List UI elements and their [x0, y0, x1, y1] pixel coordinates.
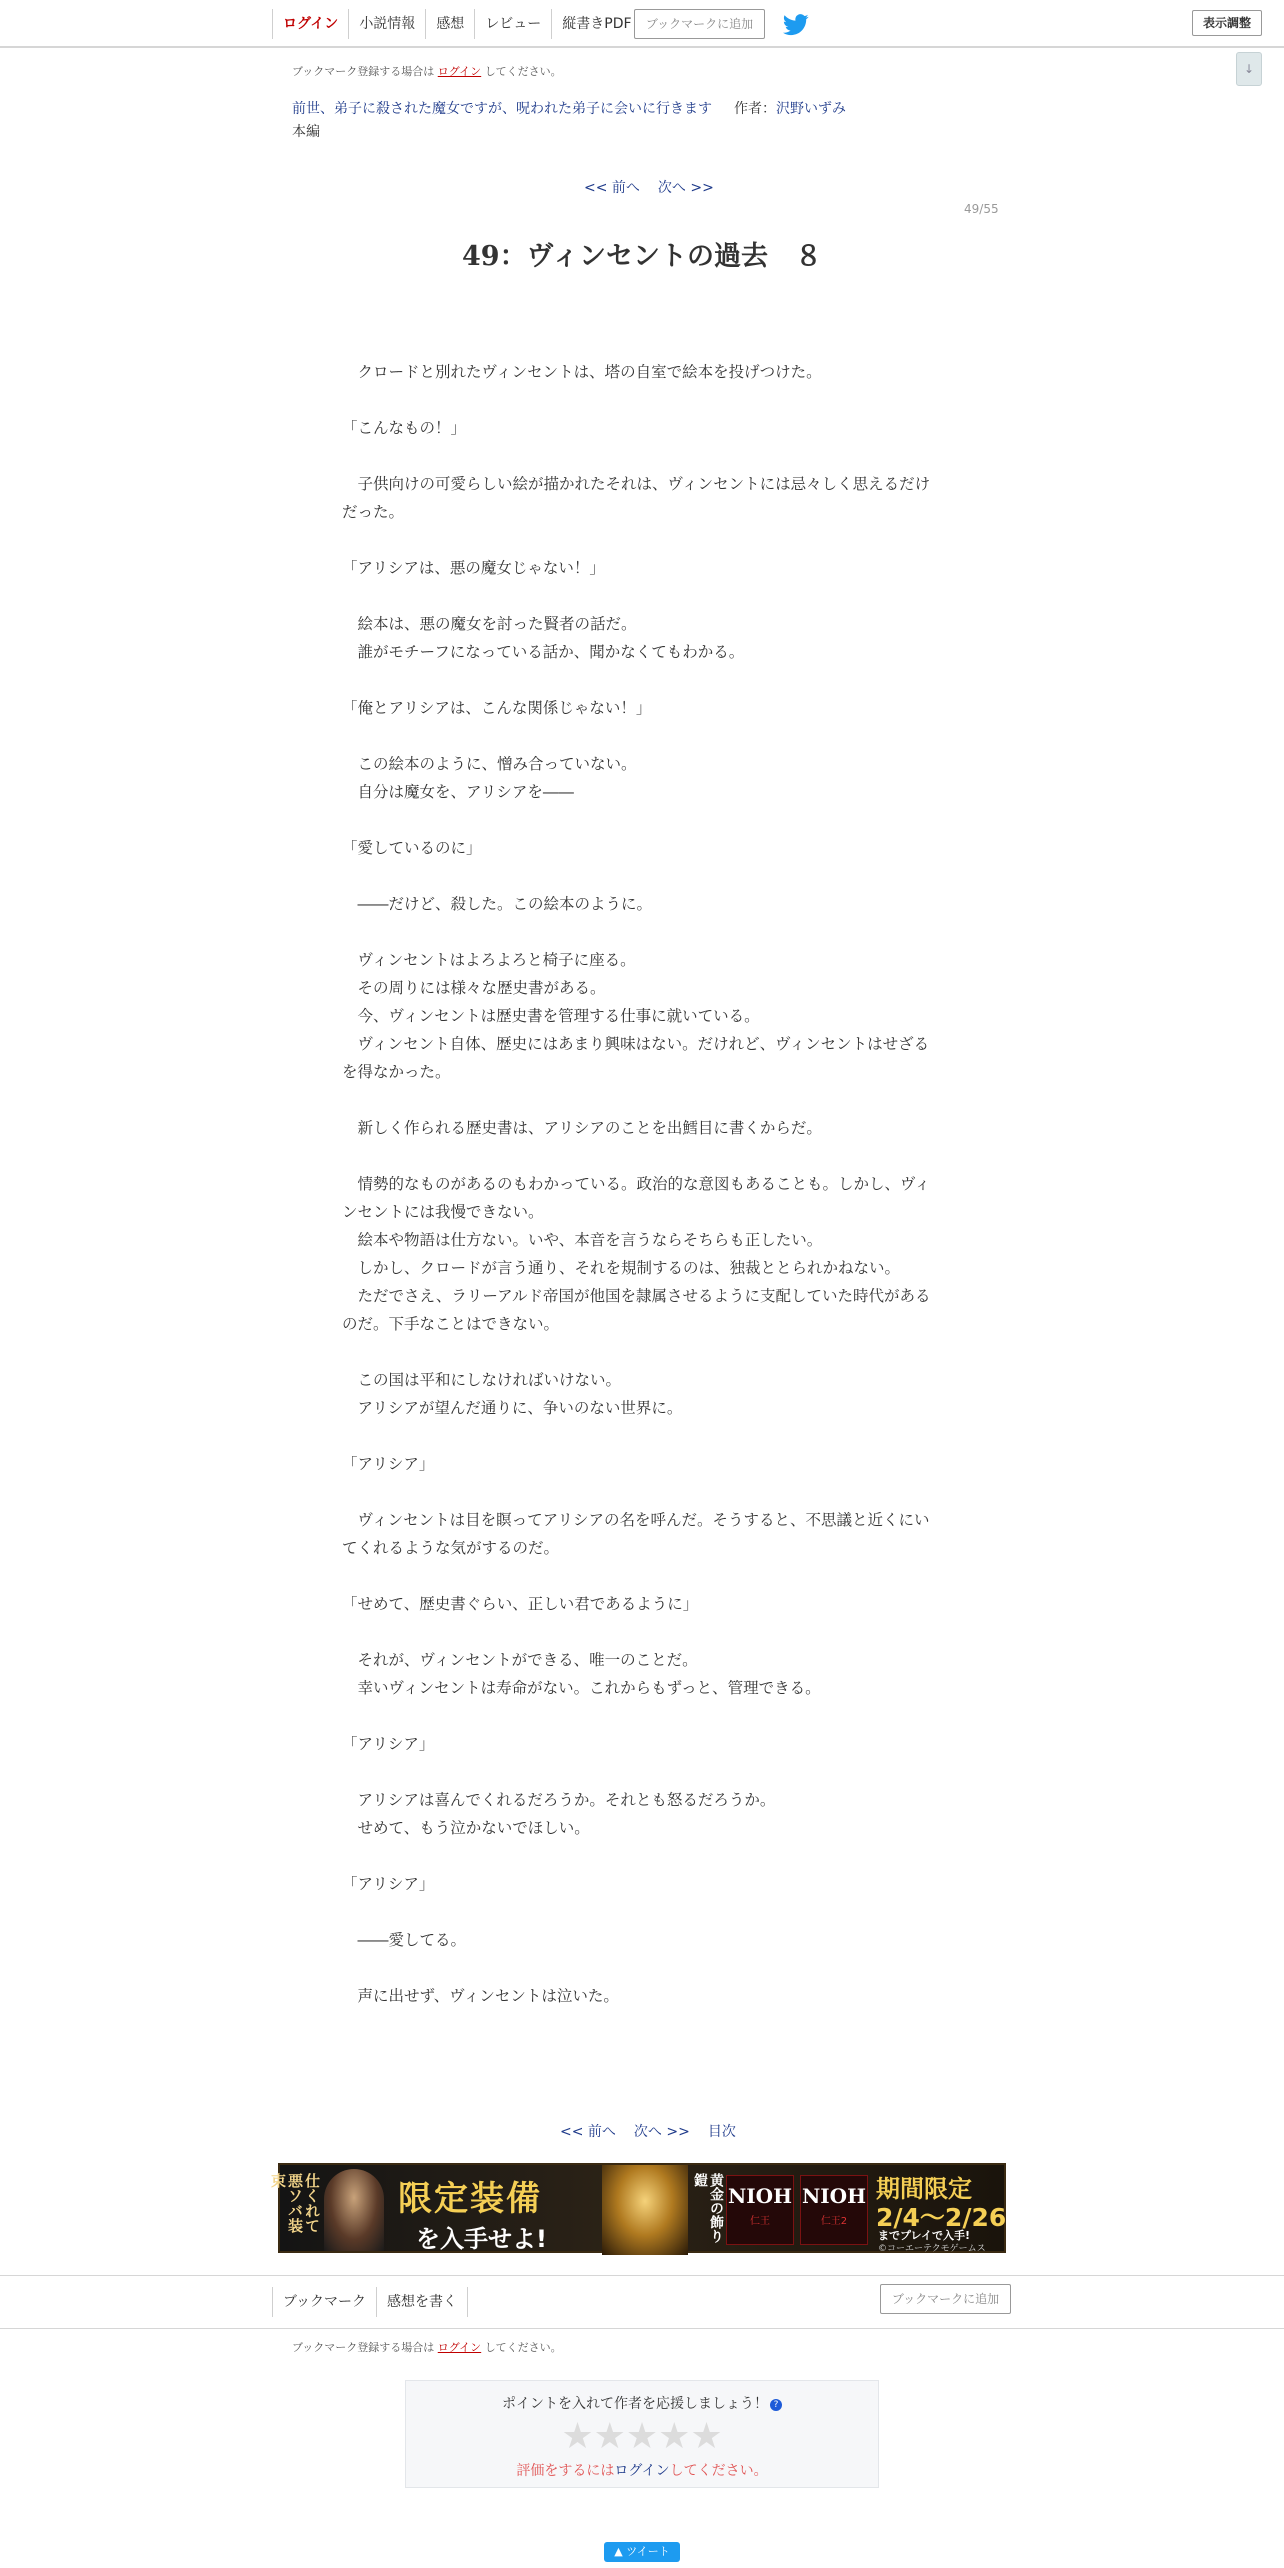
- next-label-bottom[interactable]: 次へ >>: [633, 2124, 690, 2140]
- body-line: [342, 1618, 942, 1646]
- body-line: [342, 1142, 942, 1170]
- body-line: クロードと別れたヴィンセントは、塔の自室で絵本を投げつけた。: [342, 363, 822, 381]
- body-line: この国は平和にしなければいけない。: [342, 1371, 622, 1389]
- pager-bottom: [551, 2121, 745, 2141]
- rating-need-post: してください。: [669, 2463, 768, 2479]
- body-line: [342, 1338, 942, 1366]
- login-link[interactable]: ログイン: [272, 9, 348, 39]
- notice-login-link[interactable]: ログイン: [437, 65, 482, 78]
- banner-subline: を入手せよ!: [416, 2225, 547, 2253]
- review-link[interactable]: レビュー: [474, 9, 551, 39]
- body-line: 「アリシア」: [342, 1735, 435, 1753]
- body-line: ヴィンセントは目を瞑ってアリシアの名を呼んだ。そうすると、不思議と近くにいてくれるような気がするのだ。: [342, 1511, 930, 1557]
- tweet-label: ツイート: [626, 2545, 670, 2558]
- banner-character-image: [324, 2169, 384, 2251]
- body-line: [342, 1086, 942, 1114]
- body-line: 「俺とアリシアは、こんな関係じゃない！」: [342, 699, 652, 717]
- top-menu: [272, 9, 642, 39]
- series-title-link[interactable]: 前世、弟子に殺された魔女ですが、呪われた弟子に会いに行きます: [292, 101, 712, 117]
- body-line: 情勢的なものがあるのもわかっている。政治的な意図もあることも。しかし、ヴィンセントには我慢できない。: [342, 1175, 931, 1221]
- body-line: 絵本や物語は仕方ない。いや、本音を言うならそちらも正したい。: [342, 1231, 823, 1249]
- impressions-link[interactable]: 感想: [425, 9, 474, 39]
- body-line: アリシアは喜んでくれるだろうか。それとも怒るだろうか。: [342, 1791, 776, 1809]
- body-line: 「せめて、歴史書ぐらい、正しい君であるように」: [342, 1595, 699, 1613]
- body-line: [342, 1702, 942, 1730]
- body-line: ――だけど、殺した。この絵本のように。: [342, 895, 653, 913]
- body-line: しかし、クロードが言う通り、それを規制するのは、独裁ととられかねない。: [342, 1259, 901, 1277]
- nioh-logo-text-a: NIOH: [728, 2184, 792, 2208]
- author-label: 作者：: [734, 101, 776, 117]
- banner-vertical-left: 仕くれて悪ソバ装束: [269, 2173, 321, 2233]
- body-line: [342, 582, 942, 610]
- rating-login-notice: [406, 2460, 878, 2480]
- body-line: 「アリシア」: [342, 1455, 435, 1473]
- body-line: 幸いヴィンセントは寿命がない。これからもずっと、管理できる。: [342, 1679, 821, 1697]
- pager-top: [575, 177, 723, 197]
- banner-vertical-right: 黄金の飾り鎧: [692, 2173, 724, 2243]
- display-settings-button[interactable]: 表示調整: [1192, 10, 1262, 36]
- rating-lead: [406, 2393, 878, 2413]
- rating-lead-text: ポイントを入れて作者を応援しましょう！: [502, 2396, 768, 2412]
- section-label: 本編: [292, 124, 320, 140]
- toc-link[interactable]: [699, 2124, 745, 2140]
- rating-login-link[interactable]: ログイン: [614, 2463, 670, 2479]
- prev-label-bottom[interactable]: << 前へ: [560, 2124, 616, 2140]
- nioh-logo-text-b: NIOH: [802, 2184, 866, 2208]
- top-navigation: [0, 0, 1284, 48]
- write-impression-link[interactable]: 感想を書く: [376, 2287, 468, 2317]
- scroll-down-button[interactable]: ↓: [1236, 52, 1262, 86]
- add-bookmark-button-bottom[interactable]: ブックマークに追加: [880, 2284, 1011, 2314]
- nioh-logo-a: [726, 2175, 794, 2245]
- body-line: それが、ヴィンセントができる、唯一のことだ。: [342, 1651, 698, 1669]
- nioh-sub-b: 仁王2: [820, 2216, 848, 2227]
- notice-pre-bottom: ブックマーク登録する場合は: [292, 2341, 435, 2354]
- prev-page-link[interactable]: [575, 180, 649, 196]
- prev-page-link-bottom[interactable]: [551, 2124, 625, 2140]
- body-line: [342, 666, 942, 694]
- next-page-link-bottom[interactable]: [625, 2124, 699, 2140]
- body-line: 声に出せず、ヴィンセントは泣いた。: [342, 1987, 619, 2005]
- ad-banner[interactable]: [269, 2163, 1007, 2254]
- body-line: [342, 1562, 942, 1590]
- chapter-title: 49：ヴィンセントの過去 ８: [462, 241, 822, 272]
- body-line: [342, 386, 942, 414]
- nioh-logo-b: [800, 2175, 868, 2245]
- body-line: 今、ヴィンセントは歴史書を管理する仕事に就いている。: [342, 1007, 760, 1025]
- vertical-pdf-link[interactable]: 縦書きPDF: [551, 9, 641, 39]
- banner-armor-image: [602, 2165, 688, 2255]
- body-line: [342, 1478, 942, 1506]
- body-line: ヴィンセントはよろよろと椅子に座る。: [342, 951, 636, 969]
- body-line: 誰がモチーフになっている話か、聞かなくてもわかる。: [342, 643, 745, 661]
- tweet-bird-icon: ▲: [614, 2545, 623, 2558]
- banner-headline: 限定装備: [398, 2179, 542, 2219]
- chapter-body: [342, 358, 942, 2010]
- body-line: [342, 918, 942, 946]
- notice-post: してください。: [484, 65, 562, 78]
- bookmark-login-notice: [292, 63, 562, 79]
- body-line: その周りには様々な歴史書がある。: [342, 979, 606, 997]
- body-line: [342, 1422, 942, 1450]
- body-line: せめて、もう泣かないでほしい。: [342, 1819, 590, 1837]
- bottom-menu: [272, 2287, 467, 2317]
- novel-header: [292, 98, 846, 118]
- body-line: [342, 526, 942, 554]
- body-line: [342, 806, 942, 834]
- banner-period-note: までプレイで入手!: [878, 2229, 971, 2242]
- page-number: 49/55: [964, 202, 999, 216]
- tweet-button[interactable]: [604, 2542, 680, 2562]
- body-line: [342, 442, 942, 470]
- bookmark-link[interactable]: ブックマーク: [272, 2287, 377, 2317]
- next-label[interactable]: 次へ >>: [657, 180, 714, 196]
- add-bookmark-button[interactable]: ブックマークに追加: [634, 9, 765, 39]
- prev-label[interactable]: << 前へ: [584, 180, 640, 196]
- body-line: [342, 722, 942, 750]
- body-line: 「アリシア」: [342, 1875, 435, 1893]
- bottom-navigation: [0, 2275, 1284, 2329]
- body-line: 「こんなもの！」: [342, 419, 467, 437]
- body-line: [342, 862, 942, 890]
- banner-copyright: ©コーエーテクモゲームス: [878, 2244, 986, 2254]
- body-line: 新しく作られる歴史書は、アリシアのことを出鱈目に書くからだ。: [342, 1119, 822, 1137]
- body-line: 自分は魔女を、アリシアを――: [342, 783, 574, 801]
- bookmark-login-notice-bottom: [292, 2339, 562, 2355]
- body-line: 「愛しているのに」: [342, 839, 482, 857]
- body-line: [342, 1842, 942, 1870]
- next-page-link[interactable]: [649, 180, 723, 196]
- body-line: [342, 1898, 942, 1926]
- notice-login-link-bottom[interactable]: ログイン: [437, 2341, 482, 2354]
- notice-post-bottom: してください。: [484, 2341, 562, 2354]
- body-line: 「アリシアは、悪の魔女じゃない！」: [342, 559, 605, 577]
- toc-label[interactable]: 目次: [707, 2124, 736, 2140]
- body-line: 絵本は、悪の魔女を討った賢者の話だ。: [342, 615, 637, 633]
- body-line: ――愛してる。: [342, 1931, 467, 1949]
- body-line: 子供向けの可愛らしい絵が描かれたそれは、ヴィンセントには忌々しく思えるだけだった。: [342, 475, 931, 521]
- body-line: アリシアが望んだ通りに、争いのない世界に。: [342, 1399, 683, 1417]
- banner-period-dates: 2/4～2/26: [876, 2203, 1007, 2232]
- author-name-link[interactable]: 沢野いずみ: [776, 101, 846, 117]
- body-line: [342, 1758, 942, 1786]
- novel-info-link[interactable]: 小説情報: [348, 9, 425, 39]
- nioh-sub-a: 仁王: [750, 2216, 770, 2227]
- twitter-icon[interactable]: [783, 14, 809, 36]
- body-line: ヴィンセント自体、歴史にはあまり興味はない。だけれど、ヴィンセントはせざるを得なかった。: [342, 1035, 930, 1081]
- banner-period-label: 期間限定: [876, 2175, 972, 2203]
- body-line: ただでさえ、ラリーアルド帝国が他国を隷属させるように支配していた時代があるのだ。下手なことはできない。: [342, 1287, 931, 1333]
- rating-box: [405, 2380, 879, 2488]
- body-line: この絵本のように、憎み合っていない。: [342, 755, 637, 773]
- help-icon[interactable]: ?: [770, 2399, 782, 2411]
- rating-stars[interactable]: ★★★★★: [561, 2416, 723, 2457]
- notice-pre: ブックマーク登録する場合は: [292, 65, 435, 78]
- body-line: [342, 1954, 942, 1982]
- rating-need-pre: 評価をするには: [516, 2463, 615, 2479]
